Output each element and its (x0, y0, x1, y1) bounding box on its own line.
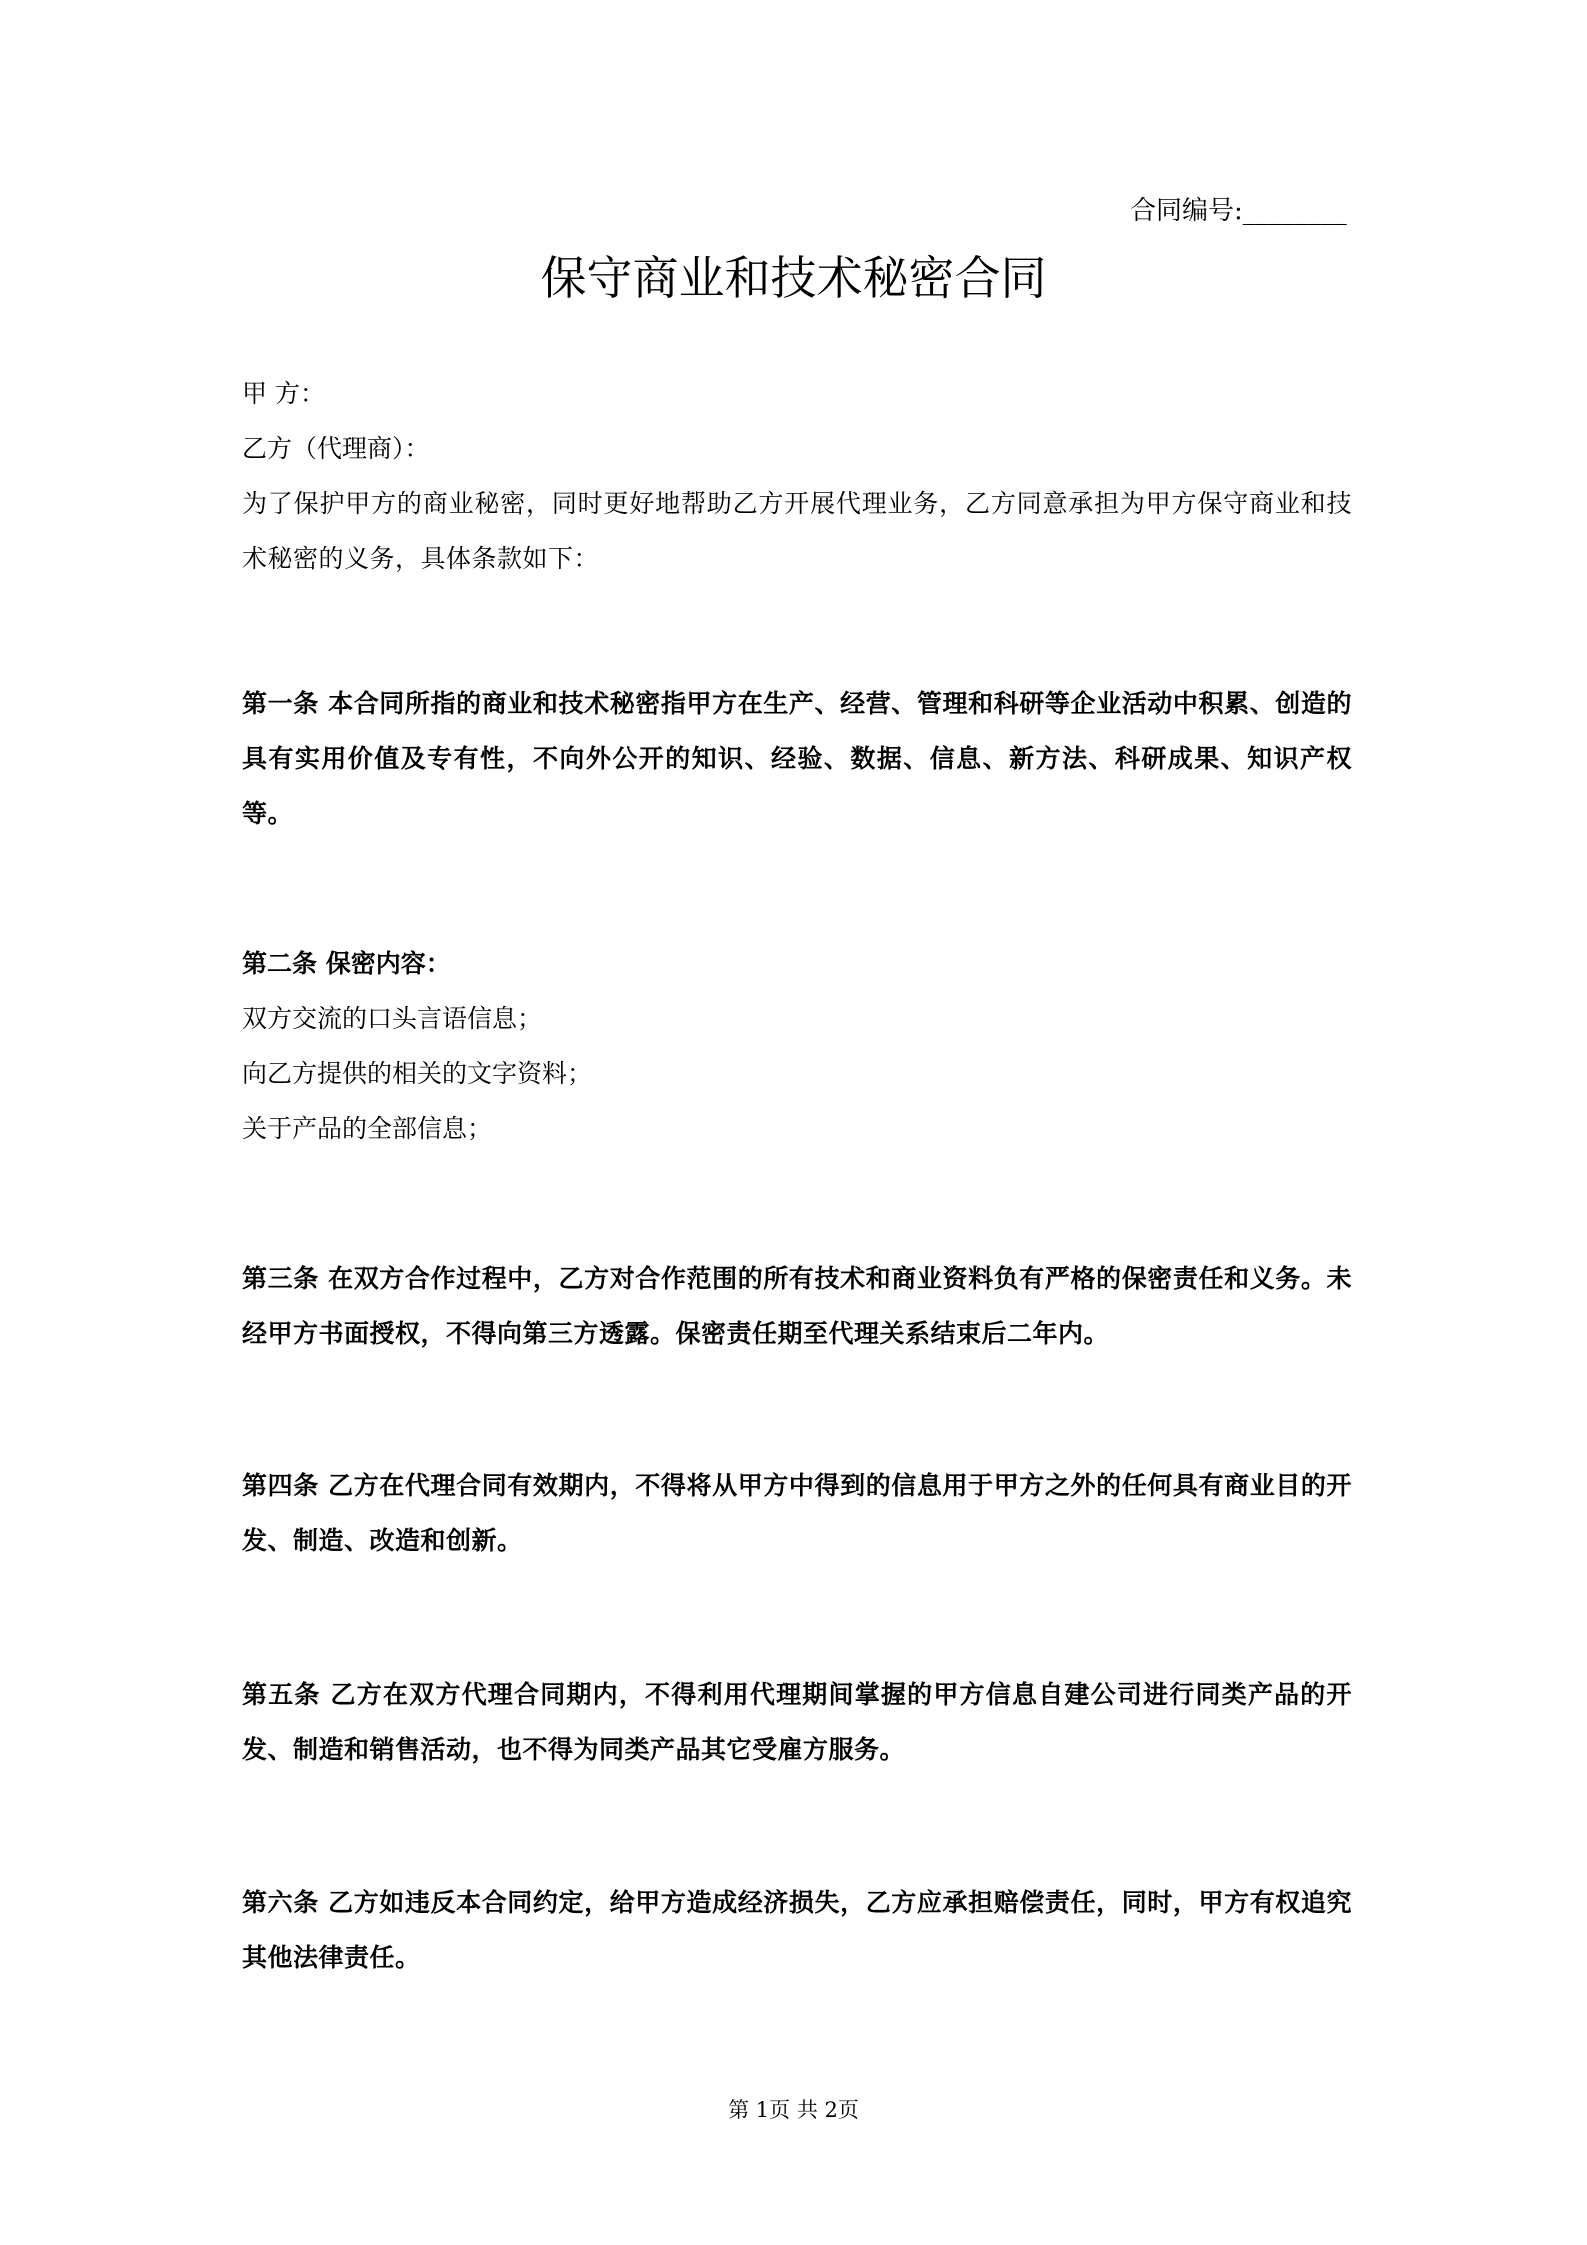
article-5: 第五条 乙方在双方代理合同期内，不得利用代理期间掌握的甲方信息自建公司进行同类产品的开发、制造和销售活动，也不得为同类产品其它受雇方服务。 (242, 1680, 1352, 1764)
list-item: 关于产品的全部信息； (242, 1114, 493, 1143)
party-a-label: 甲 方： (242, 379, 325, 408)
preamble-paragraph: 为了保护甲方的商业秘密，同时更好地帮助乙方开展代理业务，乙方同意承担为甲方保守商业和技术秘密的义务，具体条款如下： (242, 489, 1352, 573)
article-2 (242, 936, 1352, 1156)
document-title: 保守商业和技术秘密合同 (540, 251, 1047, 305)
article-3: 第三条 在双方合作过程中，乙方对合作范围的所有技术和商业资料负有严格的保密责任和义务。未经甲方书面授权，不得向第三方透露。保密责任期至代理关系结束后二年内。 (242, 1264, 1352, 1348)
article-6: 第六条 乙方如违反本合同约定，给甲方造成经济损失，乙方应承担赔偿责任，同时，甲方有权追究其他法律责任。 (242, 1888, 1352, 1972)
contract-number-label: 合同编号:________ (1130, 196, 1347, 226)
article-2-heading: 第二条 保密内容： (242, 949, 451, 978)
article-4: 第四条 乙方在代理合同有效期内，不得将从甲方中得到的信息用于甲方之外的任何具有商业目的开发、制造、改造和创新。 (242, 1471, 1352, 1555)
list-item: 向乙方提供的相关的文字资料； (242, 1059, 593, 1088)
party-b-label: 乙方（代理商）： (242, 434, 430, 463)
article-1: 第一条 本合同所指的商业和技术秘密指甲方在生产、经营、管理和科研等企业活动中积累、创造的具有实用价值及专有性，不向外公开的知识、经验、数据、信息、新方法、科研成果、知识产权等。 (242, 689, 1352, 828)
list-item: 双方交流的口头言语信息； (242, 1004, 543, 1033)
parties-block (242, 366, 1352, 586)
page-footer: 第 1页 共 2页 (728, 2098, 859, 2122)
